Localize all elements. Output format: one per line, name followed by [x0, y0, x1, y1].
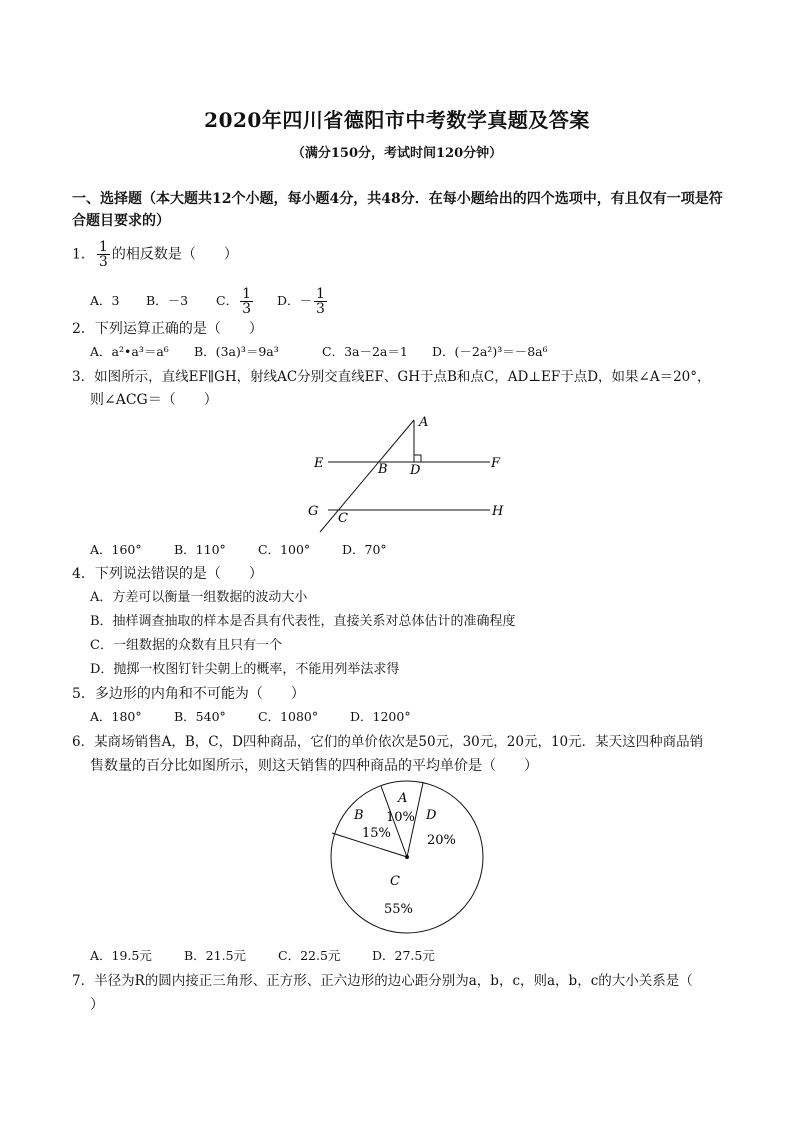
- label-a: A: [419, 415, 429, 430]
- slice-b-percent: 15%: [362, 826, 391, 841]
- pie-chart: [320, 775, 495, 940]
- option-d: D．70°: [342, 542, 387, 557]
- question-3-line-1: 3．如图所示，直线EF∥GH，射线AC分别交直线EF、GH于点B和点C，AD⊥EF于点D，如果∠A＝20°，: [72, 369, 711, 385]
- option-b: B．(3a)³＝9a³: [194, 344, 279, 359]
- question-7-line-2: ）: [90, 997, 104, 1013]
- slice-b-label: B: [354, 808, 364, 823]
- option-d: D．(－2a²)³＝－8a⁶: [432, 344, 548, 359]
- option-a: A．160°: [90, 542, 142, 557]
- question-2-options: [90, 343, 548, 361]
- question-6-line-1: 6．某商场销售A，B，C，D四种商品，它们的单价依次是50元，30元，20元，10元．某天这四种商品销: [72, 734, 704, 750]
- right-angle-mark: [414, 455, 421, 462]
- option-a: A．方差可以衡量一组数据的波动大小: [90, 590, 308, 605]
- option-d: D．27.5元: [372, 948, 435, 963]
- fraction: $\frac{1}{3}$: [98, 239, 108, 270]
- question-6-line-2: 售数量的百分比如图所示，则这天销售的四种商品的平均单价是（ ）: [90, 758, 538, 774]
- option-b: B．－3: [146, 293, 189, 308]
- option-b: B．抽样调查抽取的样本是否具有代表性，直接关系对总体估计的准确程度: [90, 614, 516, 629]
- geometry-figure: [300, 410, 520, 535]
- slice-a-percent: 10%: [386, 810, 415, 825]
- section-heading: 一、选择题（本大题共12个小题，每小题4分，共48分．在每小题给出的四个选项中，有且仅有一项是符合题目要求的）: [72, 191, 723, 229]
- option-a: A．180°: [90, 709, 142, 724]
- label-b: B: [378, 462, 388, 477]
- label-c: C: [338, 511, 348, 526]
- question-5-options: [90, 708, 411, 726]
- option-a: A．3: [90, 293, 120, 308]
- question-3-line-2: 则∠ACG＝（ ）: [90, 392, 218, 408]
- question-3-options: [90, 541, 387, 559]
- question-7-line-1: 7．半径为R的圆内接正三角形、正方形、正六边形的边心距分别为a，b，c，则a，b，c的大小关系是（: [72, 973, 693, 989]
- label-e: E: [314, 456, 324, 471]
- slice-a-label: A: [398, 791, 408, 806]
- option-d: D．1200°: [350, 709, 411, 724]
- label-g: G: [308, 504, 319, 519]
- ray-ac: [320, 420, 414, 532]
- option-c: C．100°: [258, 542, 311, 557]
- option-c: C． $\frac{1}{3}$: [216, 286, 251, 317]
- question-1-options: [90, 287, 329, 316]
- slice-d-percent: 20%: [427, 833, 456, 848]
- pie-center: [405, 855, 409, 859]
- option-d: D．－ $\frac{1}{3}$: [277, 286, 325, 317]
- option-c: C．3a－2a＝1: [322, 344, 408, 359]
- label-h: H: [492, 504, 504, 519]
- page-title: 2020年四川省德阳市中考数学真题及答案: [204, 108, 590, 132]
- option-c: C．一组数据的众数有且只有一个: [90, 638, 282, 653]
- option-c: C．1080°: [258, 709, 319, 724]
- question-5: 5．多边形的内角和不可能为（ ）: [72, 686, 305, 702]
- option-c: C．22.5元: [278, 948, 341, 963]
- page-subtitle: （满分150分，考试时间120分钟）: [291, 146, 503, 161]
- question-number: 1．: [72, 246, 95, 263]
- option-b: B．21.5元: [184, 948, 247, 963]
- question-6-options: [90, 947, 435, 965]
- pie-divider-hidden: [407, 857, 470, 900]
- slice-c-label: C: [390, 874, 400, 889]
- slice-d-label: D: [426, 808, 437, 823]
- label-f: F: [491, 456, 501, 471]
- option-b: B．540°: [174, 709, 226, 724]
- option-b: B．110°: [174, 542, 226, 557]
- question-2: 2．下列运算正确的是（ ）: [72, 321, 263, 337]
- option-a: A．19.5元: [90, 948, 152, 963]
- question-1: [72, 240, 238, 269]
- label-d: D: [410, 463, 421, 478]
- option-a: A．a²•a³＝a⁶: [90, 344, 169, 359]
- question-4: 4．下列说法错误的是（ ）: [72, 566, 263, 582]
- question-text: 的相反数是（ ）: [111, 246, 238, 263]
- option-d: D．抛掷一枚图钉针尖朝上的概率，不能用列举法求得: [90, 662, 400, 677]
- slice-c-percent: 55%: [384, 902, 413, 917]
